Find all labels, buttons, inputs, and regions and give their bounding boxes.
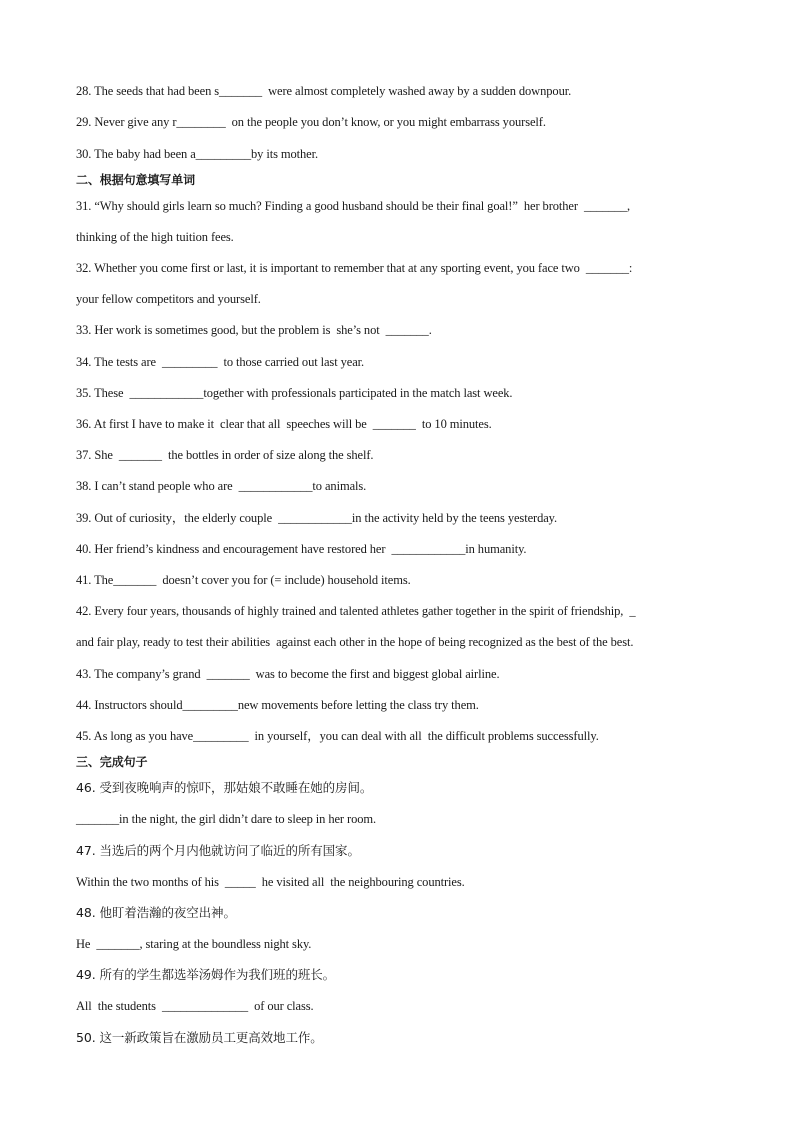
question-46-english: _______in the night, the girl didn’t dare to sleep in her room.	[76, 812, 377, 826]
question-48-chinese: 48. 他盯着浩瀚的夜空出神。	[76, 905, 236, 920]
question-41: 41. The_______ doesn’t cover you for (= include) household items.	[76, 573, 411, 587]
question-50-chinese: 50. 这一新政策旨在激励员工更高效地工作。	[76, 1030, 323, 1045]
question-28: 28. The seeds that had been s_______ were almost completely washed away by a sudden downpour.	[76, 84, 572, 98]
question-37: 37. She _______ the bottles in order of size along the shelf.	[76, 448, 374, 462]
section-heading-2: 二、根据句意填写单词	[76, 173, 196, 187]
question-46-chinese: 46. 受到夜晚响声的惊吓，那姑娘不敢睡在她的房间。	[76, 780, 373, 795]
question-47-chinese: 47. 当选后的两个月内他就访问了临近的所有国家。	[76, 843, 360, 858]
question-33: 33. Her work is sometimes good, but the problem is she’s not _______.	[76, 323, 432, 337]
question-32-line-2: your fellow competitors and yourself.	[76, 292, 261, 306]
question-29: 29. Never give any r________ on the people you don’t know, or you might embarrass yourself.	[76, 115, 546, 129]
question-45: 45. As long as you have_________ in yourself，you can deal with all the difficult problems successfully.	[76, 729, 599, 743]
question-30: 30. The baby had been a_________by its mother.	[76, 147, 319, 161]
question-42-line-2: and fair play, ready to test their abilities against each other in the hope of being recognized as the best of the best.	[76, 635, 634, 649]
question-40: 40. Her friend’s kindness and encouragement have restored her ____________in humanity.	[76, 542, 527, 556]
question-34: 34. The tests are _________ to those carried out last year.	[76, 355, 365, 369]
question-47-english: Within the two months of his _____ he visited all the neighbouring countries.	[76, 875, 465, 889]
question-36: 36. At first I have to make it clear that all speeches will be _______ to 10 minutes.	[76, 417, 492, 431]
question-48-english: He _______, staring at the boundless night sky.	[76, 937, 312, 951]
question-39: 39. Out of curiosity，the elderly couple ____________in the activity held by the teens yesterday.	[76, 511, 558, 525]
question-35: 35. These ____________together with professionals participated in the match last week.	[76, 386, 513, 400]
section-heading-3: 三、完成句子	[76, 755, 148, 769]
question-43: 43. The company’s grand _______ was to become the first and biggest global airline.	[76, 667, 500, 681]
question-32-line-1: 32. Whether you come first or last, it is important to remember that at any sporting event, you face two _______:	[76, 261, 633, 275]
question-38: 38. I can’t stand people who are ____________to animals.	[76, 479, 367, 493]
question-31-line-1: 31. “Why should girls learn so much? Finding a good husband should be their final goal!” her brother _______,	[76, 199, 631, 213]
question-49-chinese: 49. 所有的学生都选举汤姆作为我们班的班长。	[76, 967, 336, 982]
question-31-line-2: thinking of the high tuition fees.	[76, 230, 234, 244]
question-42-line-1: 42. Every four years, thousands of highly trained and talented athletes gather together in the spirit of friendship, _	[76, 604, 636, 618]
question-49-english: All the students ______________ of our class.	[76, 999, 314, 1013]
question-44: 44. Instructors should_________new movements before letting the class try them.	[76, 698, 479, 712]
